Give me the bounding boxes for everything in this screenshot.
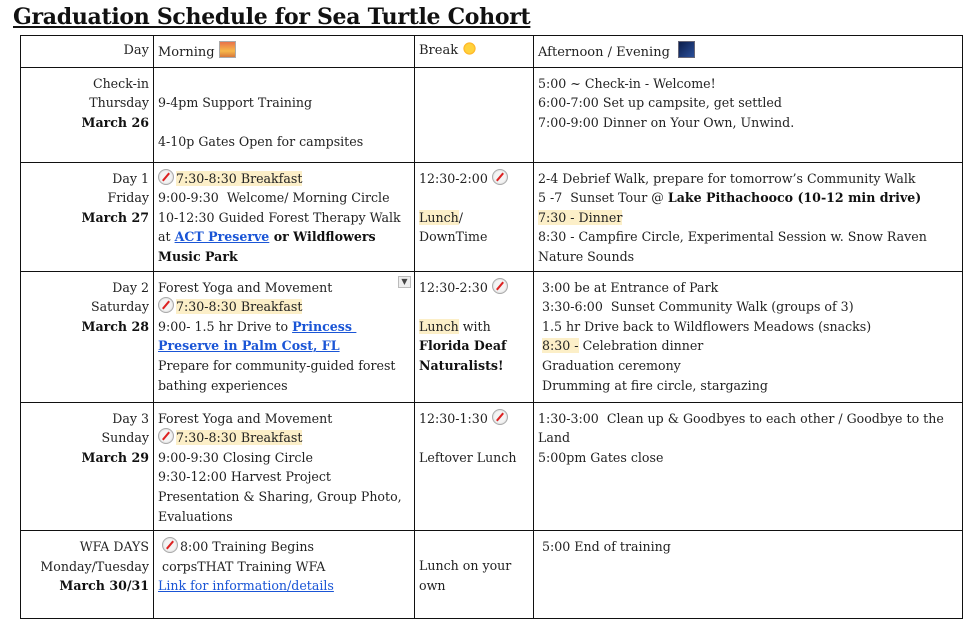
morning-cell (154, 162, 415, 271)
text-line (158, 132, 410, 152)
text-line (25, 74, 149, 94)
text-segment: March 27 (81, 209, 149, 225)
highlighted-text: 7:30-8:30 Breakfast (176, 170, 303, 186)
text-segment: March 30/31 (59, 578, 149, 594)
text-segment: March 29 (81, 449, 149, 465)
text-line (419, 428, 529, 448)
highlighted-text: 7:30-8:30 Breakfast (176, 430, 303, 446)
text-line (158, 467, 410, 526)
text-line (25, 93, 149, 113)
link[interactable]: ACT Preserve (174, 229, 270, 245)
text-segment: 8:00 Training Begins (180, 539, 314, 555)
text-segment: corpsTHAT Training WFA (158, 558, 326, 574)
text-segment: 6:00-7:00 Set up campsite, get settled (538, 95, 782, 111)
text-segment: 5:00pm Gates close (538, 449, 664, 465)
day-cell (21, 162, 154, 271)
afternoon-cell (534, 271, 963, 402)
text-line (25, 317, 149, 337)
day-cell (21, 271, 154, 402)
text-segment: 7:00-9:00 Dinner on Your Own, Unwind. (538, 114, 795, 130)
text-line (158, 557, 410, 577)
text-line (158, 297, 410, 317)
text-segment: 3:30-6:00 Sunset Community Walk (groups of 3) (538, 299, 854, 315)
text-line (419, 317, 529, 376)
text-line (538, 537, 958, 557)
text-segment: 12:30-2:30 (419, 279, 492, 295)
text-line (158, 74, 410, 94)
compass-icon (492, 169, 508, 185)
schedule-row (21, 531, 963, 619)
break-cell (415, 67, 534, 162)
text-line (25, 557, 149, 577)
compass-icon (492, 409, 508, 425)
compass-icon (162, 537, 178, 553)
text-line (538, 227, 958, 266)
text-segment: 9:00-9:30 Welcome/ Morning Circle (158, 190, 390, 206)
sunrise-icon (219, 41, 236, 58)
text-line (419, 297, 529, 317)
text-segment: 3:00 be at Entrance of Park (538, 279, 719, 295)
text-segment: Drumming at fire circle, stargazing (538, 377, 768, 393)
text-segment: Day 2 (112, 279, 149, 295)
text-line (538, 448, 958, 468)
compass-icon (158, 169, 174, 185)
text-line (538, 278, 958, 298)
text-segment: 9:30-12:00 Harvest Project Presentation & Sharing, Group Photo, Evaluations (158, 469, 406, 524)
highlighted-text: 7:30-8:30 Breakfast (176, 299, 303, 315)
compass-icon (158, 428, 174, 444)
afternoon-cell (534, 531, 963, 619)
text-line (419, 409, 529, 429)
text-line (538, 356, 958, 376)
break-cell (415, 271, 534, 402)
text-segment: 12:30-2:00 (419, 170, 492, 186)
text-line (25, 409, 149, 429)
text-line (538, 188, 958, 208)
link[interactable]: Link for information/details (158, 578, 334, 594)
text-segment: Leftover Lunch (419, 449, 517, 465)
text-line (158, 169, 410, 189)
text-segment: 1.5 hr Drive back to Wildflowers Meadows (snacks) (538, 318, 872, 334)
text-segment: / DownTime (419, 209, 488, 245)
text-segment: or Wildflowers Music Park (158, 229, 380, 264)
text-segment: Saturday (90, 299, 149, 315)
link[interactable]: Princess Preserve in Palm Cost, FL (158, 318, 357, 354)
text-line (25, 188, 149, 208)
text-line (25, 428, 149, 448)
schedule-row (21, 67, 963, 162)
text-segment: 12:30-1:30 (419, 410, 492, 426)
text-segment: Day 1 (112, 170, 149, 186)
text-segment: 10-12:30 Guided Forest Therapy Walk at (158, 209, 405, 245)
text-line (158, 93, 410, 113)
header-row (21, 36, 963, 68)
text-line (25, 113, 149, 133)
schedule-table (20, 35, 963, 619)
text-line (158, 113, 410, 133)
text-segment: WFA DAYS (79, 539, 149, 555)
highlighted-text: 8:30 - (542, 338, 579, 354)
day-cell (21, 402, 154, 531)
text-segment: 9:00- 1.5 hr Drive to (158, 318, 293, 334)
text-line (538, 208, 958, 228)
text-segment: with (458, 318, 495, 334)
text-line (419, 208, 529, 247)
text-line (538, 169, 958, 189)
morning-cell (154, 531, 415, 619)
text-segment: Lake Pithachooco (10-12 min drive) (667, 190, 922, 206)
text-segment: 9:00-9:30 Closing Circle (158, 449, 313, 465)
break-cell (415, 402, 534, 531)
text-segment: 9-4pm Support Training (158, 95, 313, 111)
text-segment: Day 3 (112, 410, 149, 426)
header-morning-label: Morning (158, 45, 215, 60)
compass-icon (492, 278, 508, 294)
text-segment: Forest Yoga and Movement (158, 410, 333, 426)
text-line (538, 113, 958, 133)
text-segment: Prepare for community-guided forest bathing experiences (158, 357, 400, 393)
morning-cell (154, 271, 415, 402)
text-line (158, 448, 410, 468)
afternoon-cell (534, 67, 963, 162)
text-line (419, 278, 529, 298)
header-afternoon-label: Afternoon / Evening (538, 45, 670, 60)
text-line (419, 556, 529, 595)
text-segment: Monday/Tuesday (40, 558, 149, 574)
header-break-label: Break (419, 43, 459, 58)
compass-icon (158, 297, 174, 313)
text-segment: Thursday (89, 95, 149, 111)
morning-cell (154, 402, 415, 531)
text-line (538, 93, 958, 113)
text-line (538, 317, 958, 337)
text-segment: 8:30 - Campfire Circle, Experimental Session w. Snow Raven Nature Sounds (538, 229, 931, 264)
text-line (419, 188, 529, 208)
text-segment: Lunch on your own (419, 558, 516, 593)
text-line (158, 537, 410, 557)
afternoon-cell (534, 402, 963, 531)
schedule-row (21, 162, 963, 271)
day-cell (21, 531, 154, 619)
text-line (419, 169, 529, 189)
break-cell (415, 162, 534, 271)
text-line (158, 188, 410, 208)
text-line (538, 74, 958, 94)
text-line (25, 278, 149, 298)
text-segment: March 26 (81, 114, 149, 130)
afternoon-cell (534, 162, 963, 271)
highlighted-text: 7:30 - Dinner (538, 209, 623, 225)
text-line (25, 208, 149, 228)
text-line (25, 448, 149, 468)
header-day-label: Day (123, 43, 149, 58)
text-line (158, 409, 410, 429)
highlighted-text: Lunch (419, 318, 459, 334)
text-segment: Forest Yoga and Movement (158, 279, 333, 295)
text-line (538, 409, 958, 448)
text-line (538, 297, 958, 317)
text-line (25, 537, 149, 557)
text-line (25, 297, 149, 317)
day-cell (21, 67, 154, 162)
schedule-row (21, 271, 963, 402)
sun-icon (462, 41, 477, 56)
night-sky-icon (678, 41, 695, 58)
text-segment: 1:30-3:00 Clean up & Goodbyes to each other / Goodbye to the Land (538, 410, 948, 446)
dropdown-arrow-icon[interactable]: ▼ (398, 276, 411, 288)
text-line (158, 208, 410, 267)
text-line (538, 376, 958, 396)
text-line (158, 317, 410, 356)
text-line (25, 576, 149, 596)
text-segment: Graduation ceremony (538, 357, 681, 373)
header-afternoon (534, 36, 963, 68)
text-segment: 4-10p Gates Open for campsites (158, 134, 364, 150)
text-segment: Florida Deaf Naturalists! (419, 338, 511, 373)
document-title: Graduation Schedule for Sea Turtle Cohort (13, 4, 531, 30)
text-line (25, 169, 149, 189)
text-segment: 5 -7 Sunset Tour @ (538, 190, 668, 206)
highlighted-text: Lunch (419, 209, 459, 225)
text-segment: March 28 (81, 318, 149, 334)
text-line (158, 278, 410, 298)
text-line (158, 356, 410, 395)
text-line (538, 336, 958, 356)
header-morning (154, 36, 415, 68)
break-cell (415, 531, 534, 619)
header-break (415, 36, 534, 68)
text-line (158, 428, 410, 448)
schedule-row (21, 402, 963, 531)
morning-cell (154, 67, 415, 162)
text-line (419, 448, 529, 468)
text-segment: Sunday (101, 430, 149, 446)
text-segment: Celebration dinner (578, 338, 704, 354)
text-segment: Friday (107, 190, 149, 206)
text-segment: 5:00 End of training (538, 539, 671, 555)
text-segment: 5:00 ~ Check-in - Welcome! (538, 75, 716, 91)
text-segment: Check-in (92, 75, 149, 91)
text-segment: 2-4 Debrief Walk, prepare for tomorrow’s Community Walk (538, 170, 916, 186)
text-line (158, 576, 410, 596)
header-day (21, 36, 154, 68)
